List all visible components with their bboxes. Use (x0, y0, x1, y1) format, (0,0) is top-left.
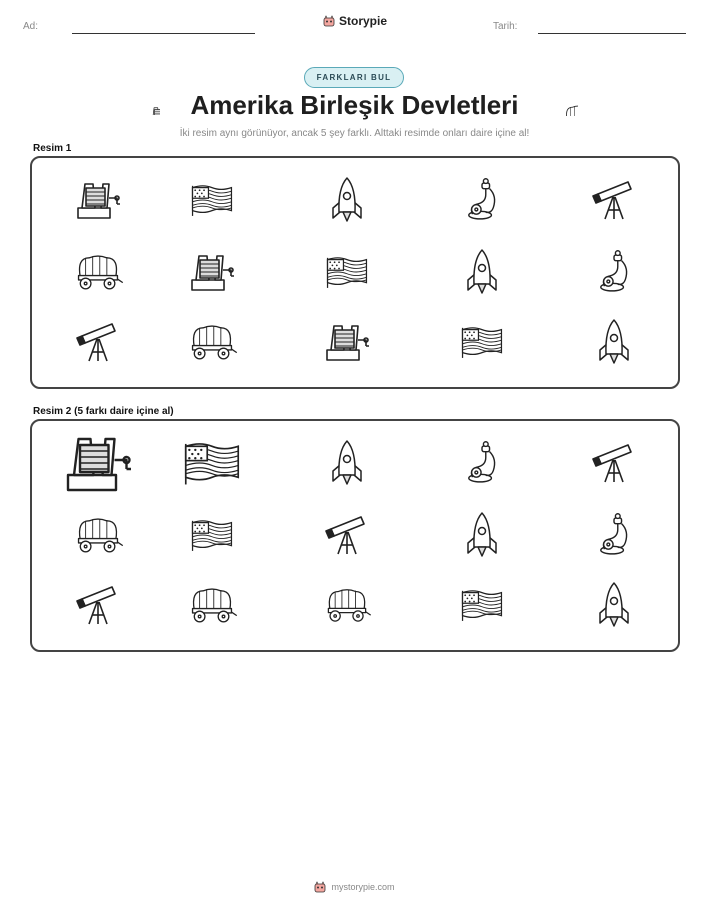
grid-cell[interactable] (162, 575, 262, 635)
telephone-icon (597, 512, 631, 558)
date-field[interactable] (538, 33, 686, 34)
winch-icon (187, 250, 237, 294)
rocket-icon (598, 318, 630, 366)
rocket-icon (331, 176, 363, 224)
grid-cell (162, 312, 262, 372)
grid-cell[interactable] (564, 505, 664, 565)
wagon-icon (189, 585, 235, 625)
name-field[interactable] (72, 33, 255, 34)
grid-cell (564, 170, 664, 230)
rocket-icon (598, 581, 630, 629)
rocket-icon (466, 248, 498, 296)
flag-icon (189, 517, 235, 553)
grid-cell (564, 242, 664, 302)
footer (0, 881, 709, 893)
grid-cell[interactable] (297, 433, 397, 493)
grid-cell[interactable] (432, 433, 532, 493)
grid-cell[interactable] (48, 505, 148, 565)
name-label: Ad: (23, 21, 39, 32)
grid-cell[interactable] (162, 433, 262, 493)
grid-cell (48, 312, 148, 372)
grid-cell (432, 242, 532, 302)
instructions: İki resim aynı görünüyor, ancak 5 şey farklı. Alttaki resimde onları daire içine al! (179, 128, 530, 139)
wagon-icon (325, 586, 369, 624)
wagon-icon (75, 252, 121, 292)
telephone-icon (465, 440, 499, 486)
grid-cell[interactable] (564, 575, 664, 635)
telephone-icon (465, 177, 499, 223)
brand-name: Storypie (339, 14, 388, 28)
telescope-icon (78, 321, 118, 363)
grid-cell (432, 170, 532, 230)
picture2-panel[interactable] (30, 419, 680, 652)
flag-icon (459, 324, 505, 360)
grid-cell[interactable] (162, 505, 262, 565)
winch-icon (61, 430, 136, 496)
picture2-label: Resim 2 (5 farkı daire içine al) (33, 406, 174, 417)
wagon-icon (189, 322, 235, 362)
grid-cell (297, 170, 397, 230)
winch-icon (73, 178, 123, 222)
grid-cell (297, 312, 397, 372)
grid-cell (297, 242, 397, 302)
worksheet-type-badge: FARKLARI BUL (304, 67, 404, 88)
rocket-icon (466, 511, 498, 559)
telephone-icon (597, 249, 631, 295)
grid-cell (432, 312, 532, 372)
telescope-icon (78, 584, 118, 626)
picture1-label: Resim 1 (33, 143, 72, 154)
flag-icon (181, 439, 243, 488)
flag-icon (324, 254, 370, 290)
date-label: Tarih: (493, 21, 518, 32)
grid-cell (48, 242, 148, 302)
grid-cell[interactable] (48, 433, 148, 493)
grid-cell[interactable] (297, 575, 397, 635)
rocket-icon (331, 439, 363, 487)
flag-icon (459, 587, 505, 623)
footer-url[interactable]: mystorypie.com (331, 882, 395, 892)
flag-icon (189, 182, 235, 218)
grid-cell[interactable] (297, 505, 397, 565)
wagon-icon (548, 94, 578, 116)
grid-cell[interactable] (432, 575, 532, 635)
grid-cell[interactable] (564, 433, 664, 493)
storypie-logo-icon (314, 881, 326, 893)
picture1-panel (30, 156, 680, 389)
page-title: Amerika Birleşik Devletleri (190, 90, 519, 120)
grid-cell[interactable] (48, 575, 148, 635)
grid-cell (48, 170, 148, 230)
grid-cell (564, 312, 664, 372)
wagon-icon (75, 515, 121, 555)
winch-icon (322, 320, 372, 364)
grid-cell (162, 170, 262, 230)
brand-logo (323, 14, 387, 28)
telescope-icon (327, 514, 367, 556)
grid-cell (162, 242, 262, 302)
storypie-logo-icon (323, 15, 335, 27)
grid-cell[interactable] (432, 505, 532, 565)
telescope-icon (594, 179, 634, 221)
telescope-icon (594, 442, 634, 484)
